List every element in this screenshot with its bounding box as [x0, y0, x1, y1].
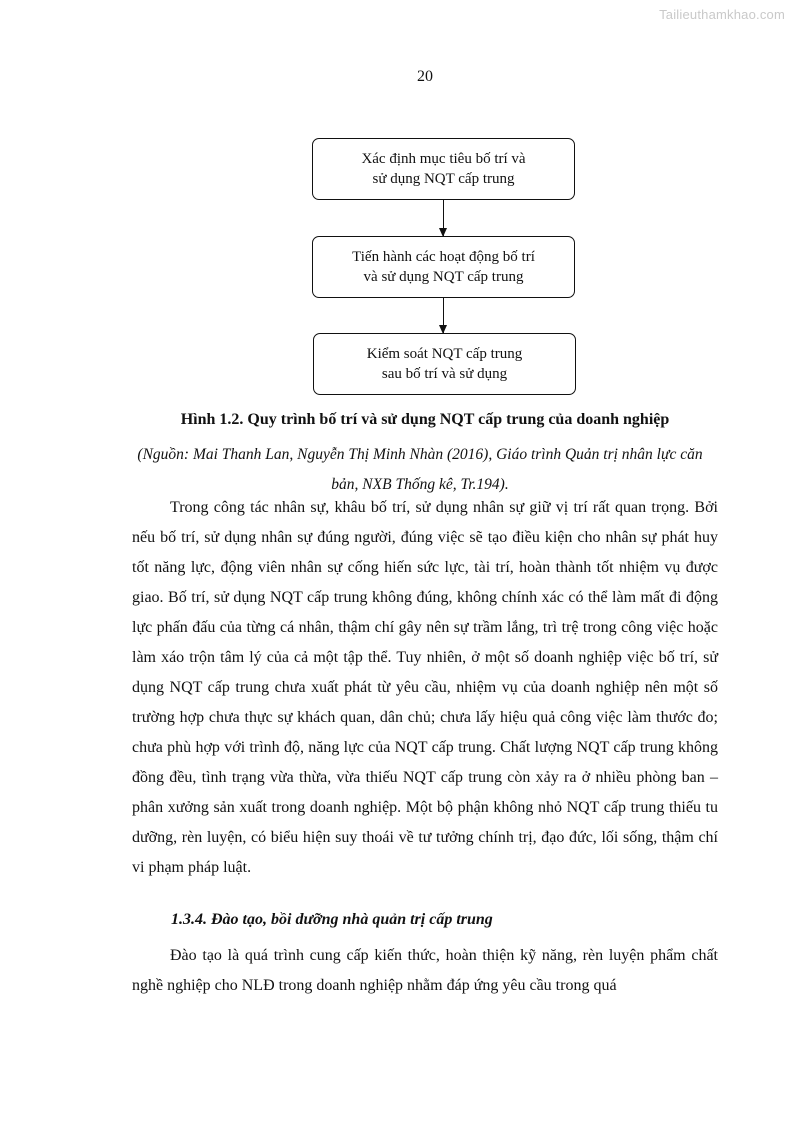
figure-source: (Nguồn: Mai Thanh Lan, Nguyễn Thị Minh Nhàn (2016), Giáo trình Quản trị nhân lực căn bản, NXB Thống kê, Tr.194).: [137, 446, 703, 493]
flowchart-step-2: [312, 236, 575, 298]
page-number: 20: [417, 68, 433, 85]
flowchart-step-2-line-1: Tiến hành các hoạt động bố trí: [352, 249, 535, 265]
watermark: Tailieuthamkhao.com: [659, 7, 785, 22]
section-heading: 1.3.4. Đào tạo, bồi dưỡng nhà quản trị cấp trung: [171, 911, 493, 928]
flowchart-step-3-line-2: sau bố trí và sử dụng: [381, 366, 508, 382]
body-paragraph-1: Trong công tác nhân sự, khâu bố trí, sử dụng nhân sự giữ vị trí rất quan trọng. Bởi nếu bố trí, sử dụng nhân sự đúng người, đúng việc sẽ tạo điều kiện cho nhân sự phát huy tốt năng lực, động viên nhân sự cống hiến sức lực, tài trí, hoàn thành tốt nhiệm vụ được giao. Bố trí, sử dụng NQT cấp trung không đúng, không chính xác có thể làm mất đi động lực phấn đấu của từng cá nhân, thậm chí gây nên sự trầm lắng, trì trệ trong công việc hoặc làm xáo trộn tâm lý của cả một tập thể. Tuy nhiên, ở một số doanh nghiệp việc bố trí, sử dụng NQT cấp trung chưa xuất phát từ yêu cầu, nhiệm vụ của doanh nghiệp nên một số trường hợp chưa thực sự khách quan, dân chủ; chưa lấy hiệu quả công việc làm thước đo; chưa phù hợp với trình độ, năng lực của NQT cấp trung. Chất lượng NQT cấp trung không đồng đều, tình trạng vừa thừa, vừa thiếu NQT cấp trung còn xảy ra ở nhiều phòng ban – phân xưởng sản xuất trong doanh nghiệp. Một bộ phận không nhỏ NQT cấp trung thiếu tu dưỡng, rèn luyện, có biểu hiện suy thoái về tư tưởng chính trị, đạo đức, lối sống, thậm chí vi phạm pháp luật.: [132, 499, 718, 876]
flowchart-step-3: [313, 333, 576, 395]
flowchart-step-1-line-2: sử dụng NQT cấp trung: [372, 171, 515, 187]
flowchart-step-1-line-1: Xác định mục tiêu bố trí và: [361, 151, 526, 167]
flowchart-step-3-line-1: Kiểm soát NQT cấp trung: [366, 346, 523, 362]
flow-arrow-2: [443, 298, 444, 333]
body-paragraph-2: Đào tạo là quá trình cung cấp kiến thức, hoàn thiện kỹ năng, rèn luyện phẩm chất nghề nghiệp cho NLĐ trong doanh nghiệp nhằm đáp ứng yêu cầu trong quá: [132, 947, 718, 994]
figure-caption: Hình 1.2. Quy trình bố trí và sử dụng NQT cấp trung của doanh nghiệp: [180, 411, 670, 428]
flow-arrow-1: [443, 200, 444, 236]
flowchart-step-1: [312, 138, 575, 200]
flowchart-step-2-line-2: và sử dụng NQT cấp trung: [363, 269, 524, 285]
